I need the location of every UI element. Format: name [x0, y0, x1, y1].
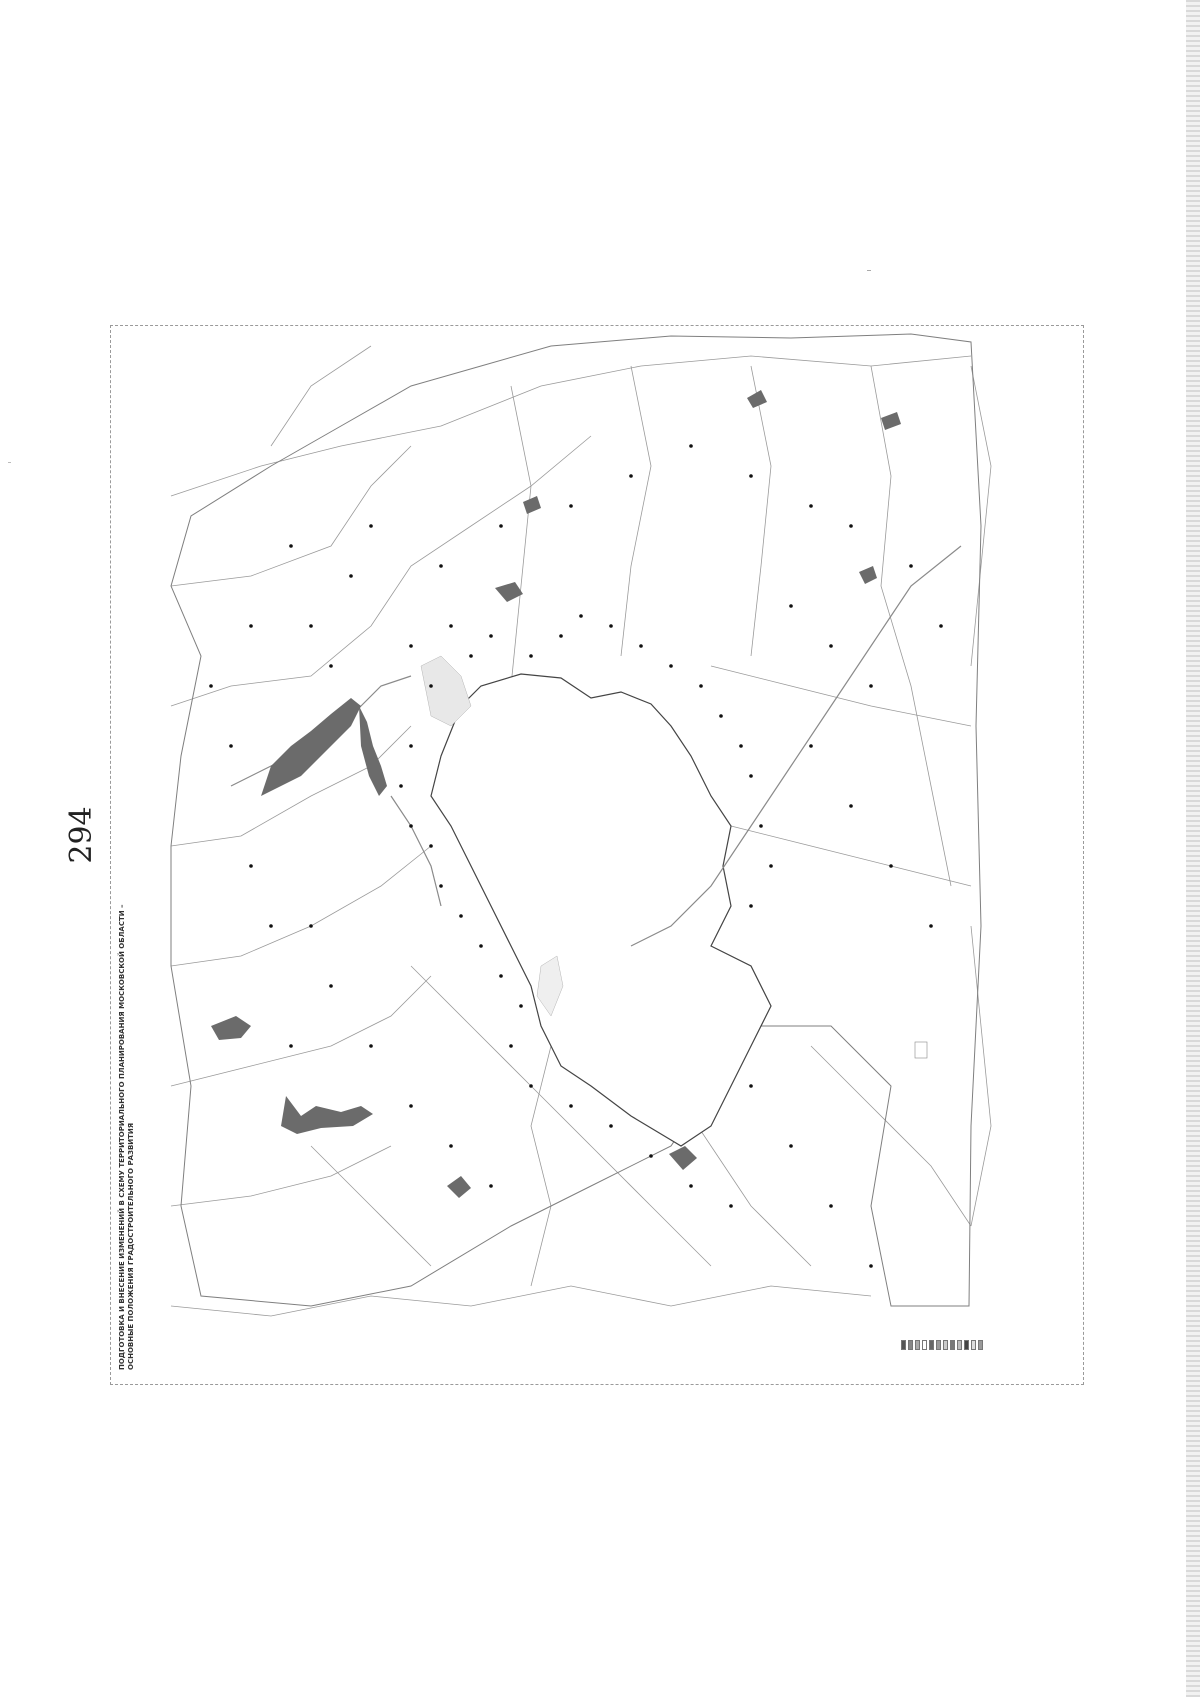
legend-swatch [936, 1340, 941, 1350]
legend-item [977, 1210, 983, 1350]
legend-swatch [908, 1340, 913, 1350]
map-subtitle-placeholder [136, 1010, 142, 1370]
legend-swatch [978, 1340, 983, 1350]
legend-swatch [943, 1340, 948, 1350]
legend-swatch [929, 1340, 934, 1350]
legend-swatch [971, 1340, 976, 1350]
legend-swatch [957, 1340, 962, 1350]
page-number: 294 [64, 806, 99, 864]
inset-frame [915, 1042, 927, 1058]
legend-item [921, 1210, 927, 1350]
legend-item [949, 1210, 955, 1350]
legend-item [942, 1210, 948, 1350]
map-legend [900, 1210, 980, 1350]
legend-swatch [915, 1340, 920, 1350]
legend-item [963, 1210, 969, 1350]
scan-speck [867, 270, 871, 271]
map-title-block [118, 904, 142, 1370]
legend-item [956, 1210, 962, 1350]
scan-edge-texture [1186, 0, 1200, 1697]
legend-item [970, 1210, 976, 1350]
legend-item [935, 1210, 941, 1350]
map-title-line-1: ПОДГОТОВКА И ВНЕСЕНИЕ ИЗМЕНЕНИЙ В СХЕМУ ТЕРРИТОРИАЛЬНОГО ПЛАНИРОВАНИЯ МОСКОВСКОЙ ОБЛАСТИ – [118, 904, 126, 1370]
legend-swatch [950, 1340, 955, 1350]
legend-item [914, 1210, 920, 1350]
legend-item [900, 1210, 906, 1350]
legend-item [928, 1210, 934, 1350]
legend-item [907, 1210, 913, 1350]
map-title-line-2: ОСНОВНЫЕ ПОЛОЖЕНИЯ ГРАДОСТРОИТЕЛЬНОГО РАЗВИТИЯ [127, 1122, 135, 1370]
city-area [431, 674, 771, 1146]
legend-swatch [964, 1340, 969, 1350]
scan-speck [8, 462, 11, 463]
legend-swatch [901, 1340, 906, 1350]
legend-swatch [922, 1340, 927, 1350]
